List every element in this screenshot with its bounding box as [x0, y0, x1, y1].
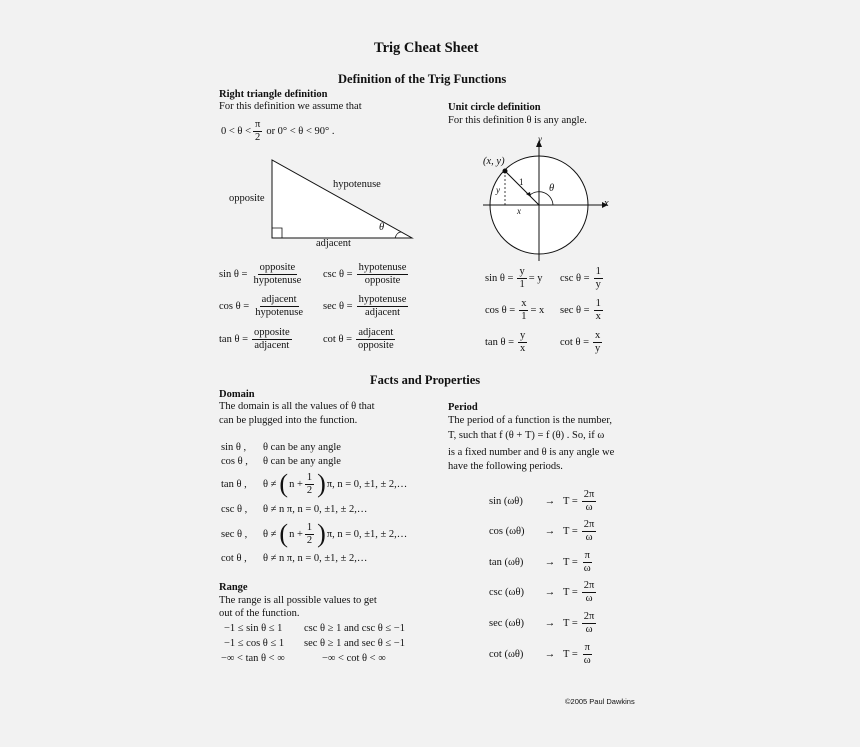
tan-fraction: [252, 327, 292, 352]
numerator: x: [521, 298, 527, 309]
denominator: hypotenuse: [253, 275, 302, 286]
period-line-4: have the following periods.: [448, 461, 563, 472]
sin-fraction: [251, 262, 303, 287]
unit-circle-heading: Unit circle definition: [448, 102, 541, 113]
formula-csc-unit: [560, 266, 605, 291]
period-fn: sin (ωθ): [489, 496, 523, 507]
cos-label: cos θ =: [219, 301, 250, 312]
arrow: →: [544, 618, 556, 629]
formula-csc-right: [323, 262, 410, 287]
label-hypotenuse: hypotenuse: [333, 179, 381, 190]
left-paren: (: [279, 469, 289, 498]
period-fn: cot (ωθ): [489, 649, 524, 660]
expr-pre: θ ≠: [263, 478, 277, 490]
unit-circle-diagram: [478, 133, 610, 263]
angle-condition: [221, 119, 334, 144]
domain-csc-fn: csc θ ,: [221, 504, 248, 515]
denominator: adjacent: [365, 307, 401, 318]
period-fraction: [582, 550, 593, 575]
numerator: hypotenuse: [358, 262, 407, 273]
numerator: π: [584, 550, 590, 561]
tan-label: tan θ =: [219, 334, 249, 345]
denominator: opposite: [364, 275, 401, 286]
numerator: 2π: [583, 489, 595, 500]
right-triangle-intro: For this definition we assume that: [219, 101, 362, 112]
sec-label: sec θ =: [560, 305, 590, 316]
denominator: ω: [585, 532, 593, 543]
fraction-denominator: 2: [255, 132, 261, 143]
cos-fraction: [253, 294, 305, 319]
formula-sec-unit: [560, 298, 605, 323]
right-triangle-heading: Right triangle definition: [219, 89, 328, 100]
label-radius: 1: [519, 177, 524, 187]
cot-fraction: [356, 327, 396, 352]
range-sin: −1 ≤ sin θ ≤ 1: [224, 623, 283, 634]
period-tan-row: [489, 550, 595, 575]
numerator: y: [520, 330, 526, 341]
cos-label: cos θ =: [485, 305, 516, 316]
period-line-1: The period of a function is the number,: [448, 415, 613, 426]
period-cos-row: [489, 519, 598, 544]
period-fraction: [582, 489, 597, 514]
csc-label: csc θ =: [560, 273, 590, 284]
formula-tan-right: [219, 327, 294, 352]
domain-cos-fn: cos θ ,: [221, 456, 248, 467]
period-fraction: [582, 580, 597, 605]
range-line-1: The range is all possible values to get: [219, 595, 377, 606]
label-opposite: opposite: [229, 193, 265, 204]
denominator: ω: [583, 563, 591, 574]
domain-csc-text: θ ≠ n π, n = 0, ±1, ± 2,…: [263, 504, 368, 515]
sec-label: sec θ =: [323, 301, 353, 312]
label-theta-unit: θ: [549, 183, 555, 194]
range-sec: sec θ ≥ 1 and sec θ ≤ −1: [304, 638, 405, 649]
period-fraction: [582, 519, 597, 544]
arrow: →: [544, 587, 556, 598]
period-line-2: T, such that f (θ + T) = f (θ) . So, if ω: [448, 430, 605, 441]
condition-fraction: [253, 119, 262, 144]
expr-post: π, n = 0, ±1, ± 2,…: [326, 528, 408, 540]
period-fn: sec (ωθ): [489, 618, 524, 629]
period-line-3: is a fixed number and θ is any angle we: [448, 447, 615, 458]
page-title: Trig Cheat Sheet: [374, 40, 479, 56]
formula-cot-right: [323, 327, 398, 352]
cos-result: = x: [530, 305, 545, 316]
triangle-shape: [272, 160, 412, 238]
formula-sec-right: [323, 294, 410, 319]
csc-fraction: [357, 262, 409, 287]
period-t: T =: [563, 618, 578, 629]
domain-cot-fn: cot θ ,: [221, 553, 247, 564]
domain-line-1: The domain is all the values of θ that: [219, 401, 375, 412]
section-heading-facts: Facts and Properties: [370, 373, 481, 387]
range-csc: csc θ ≥ 1 and csc θ ≤ −1: [304, 623, 405, 634]
expr-post: π, n = 0, ±1, ± 2,…: [326, 478, 408, 490]
numerator: 2π: [583, 519, 595, 530]
period-sin-row: [489, 489, 598, 514]
range-tan: −∞ < tan θ < ∞: [221, 653, 285, 664]
expr-inner: n +: [289, 478, 303, 490]
numerator: 1: [306, 471, 313, 483]
denominator: ω: [585, 593, 593, 604]
sin-result: = y: [528, 273, 543, 284]
formula-sin-right: [219, 262, 305, 287]
arrow: →: [544, 496, 556, 507]
formula-sin-unit: [485, 266, 543, 291]
csc-fraction: [594, 266, 603, 291]
label-theta: θ: [379, 222, 385, 233]
half-fraction: [305, 472, 314, 497]
formula-cos-right: [219, 294, 307, 319]
domain-sec-expr: [263, 521, 407, 547]
numerator: 2π: [583, 580, 595, 591]
label-x-leg: x: [517, 206, 521, 216]
label-adjacent: adjacent: [316, 238, 351, 249]
period-t: T =: [563, 496, 578, 507]
period-cot-row: [489, 642, 595, 667]
domain-sin-text: θ can be any angle: [263, 442, 341, 453]
denominator: x: [520, 343, 526, 354]
period-fn: tan (ωθ): [489, 557, 524, 568]
sin-label: sin θ =: [219, 269, 248, 280]
range-cos: −1 ≤ cos θ ≤ 1: [224, 638, 285, 649]
range-cot: −∞ < cot θ < ∞: [322, 653, 386, 664]
denominator: ω: [585, 502, 593, 513]
domain-sin-fn: sin θ ,: [221, 442, 247, 453]
domain-tan-fn: tan θ ,: [221, 479, 247, 490]
numerator: 1: [595, 266, 601, 277]
sec-fraction: [357, 294, 409, 319]
numerator: opposite: [259, 262, 296, 273]
cos-fraction: [519, 298, 528, 323]
right-paren: ): [317, 519, 326, 548]
numerator: x: [595, 330, 601, 341]
period-t: T =: [563, 526, 578, 537]
range-heading: Range: [219, 582, 248, 593]
numerator: hypotenuse: [358, 294, 407, 305]
period-fn: cos (ωθ): [489, 526, 525, 537]
numerator: opposite: [254, 327, 290, 338]
period-t: T =: [563, 587, 578, 598]
fraction-numerator: π: [255, 119, 261, 130]
period-t: T =: [563, 557, 578, 568]
denominator: opposite: [358, 340, 394, 351]
section-heading-definitions: Definition of the Trig Functions: [338, 72, 507, 86]
numerator: adjacent: [261, 294, 297, 305]
formula-cot-unit: [560, 330, 604, 355]
numerator: y: [519, 266, 525, 277]
numerator: adjacent: [358, 327, 394, 338]
denominator: ω: [585, 624, 593, 635]
sec-fraction: [594, 298, 603, 323]
left-paren: (: [279, 519, 289, 548]
copyright-footer: ©2005 Paul Dawkins: [565, 697, 635, 706]
domain-cot-text: θ ≠ n π, n = 0, ±1, ± 2,…: [263, 553, 368, 564]
expr-inner: n +: [289, 528, 303, 540]
cot-label: cot θ =: [323, 334, 353, 345]
denominator: 1: [519, 279, 525, 290]
numerator: 1: [306, 521, 313, 533]
cot-label: cot θ =: [560, 337, 590, 348]
formula-cos-unit: [485, 298, 544, 323]
right-paren: ): [317, 469, 326, 498]
condition-part-b: or 0° < θ < 90° .: [266, 126, 335, 137]
formula-tan-unit: [485, 330, 529, 355]
label-y-leg: y: [496, 185, 500, 195]
denominator: 2: [306, 534, 313, 546]
numerator: 1: [595, 298, 601, 309]
period-fraction: [582, 642, 593, 667]
domain-sec-fn: sec θ ,: [221, 529, 248, 540]
numerator: π: [584, 642, 590, 653]
csc-label: csc θ =: [323, 269, 353, 280]
numerator: 2π: [583, 611, 595, 622]
denominator: y: [595, 343, 601, 354]
arrow: →: [544, 649, 556, 660]
unit-circle-intro: For this definition θ is any angle.: [448, 115, 587, 126]
domain-heading: Domain: [219, 389, 255, 400]
period-csc-row: [489, 580, 598, 605]
condition-part-a: 0 < θ <: [221, 126, 251, 137]
denominator: y: [595, 279, 601, 290]
range-line-2: out of the function.: [219, 608, 300, 619]
cot-fraction: [593, 330, 602, 355]
period-fraction: [582, 611, 597, 636]
expr-pre: θ ≠: [263, 528, 277, 540]
denominator: 2: [306, 484, 313, 496]
sin-fraction: [517, 266, 526, 291]
domain-tan-expr: [263, 471, 407, 497]
arrow: →: [544, 526, 556, 537]
half-fraction: [305, 522, 314, 547]
domain-cos-text: θ can be any angle: [263, 456, 341, 467]
denominator: ω: [583, 655, 591, 666]
label-y-axis: y: [538, 134, 542, 144]
period-t: T =: [563, 649, 578, 660]
denominator: x: [595, 311, 601, 322]
period-sec-row: [489, 611, 598, 636]
label-x-axis: x: [604, 198, 609, 209]
domain-line-2: can be plugged into the function.: [219, 415, 358, 426]
tan-fraction: [518, 330, 527, 355]
period-fn: csc (ωθ): [489, 587, 524, 598]
denominator: hypotenuse: [255, 307, 304, 318]
period-heading: Period: [448, 402, 478, 413]
denominator: adjacent: [254, 340, 290, 351]
sin-label: sin θ =: [485, 273, 514, 284]
denominator: 1: [521, 311, 527, 322]
label-point: (x, y): [483, 156, 505, 167]
tan-label: tan θ =: [485, 337, 515, 348]
arrow: →: [544, 557, 556, 568]
